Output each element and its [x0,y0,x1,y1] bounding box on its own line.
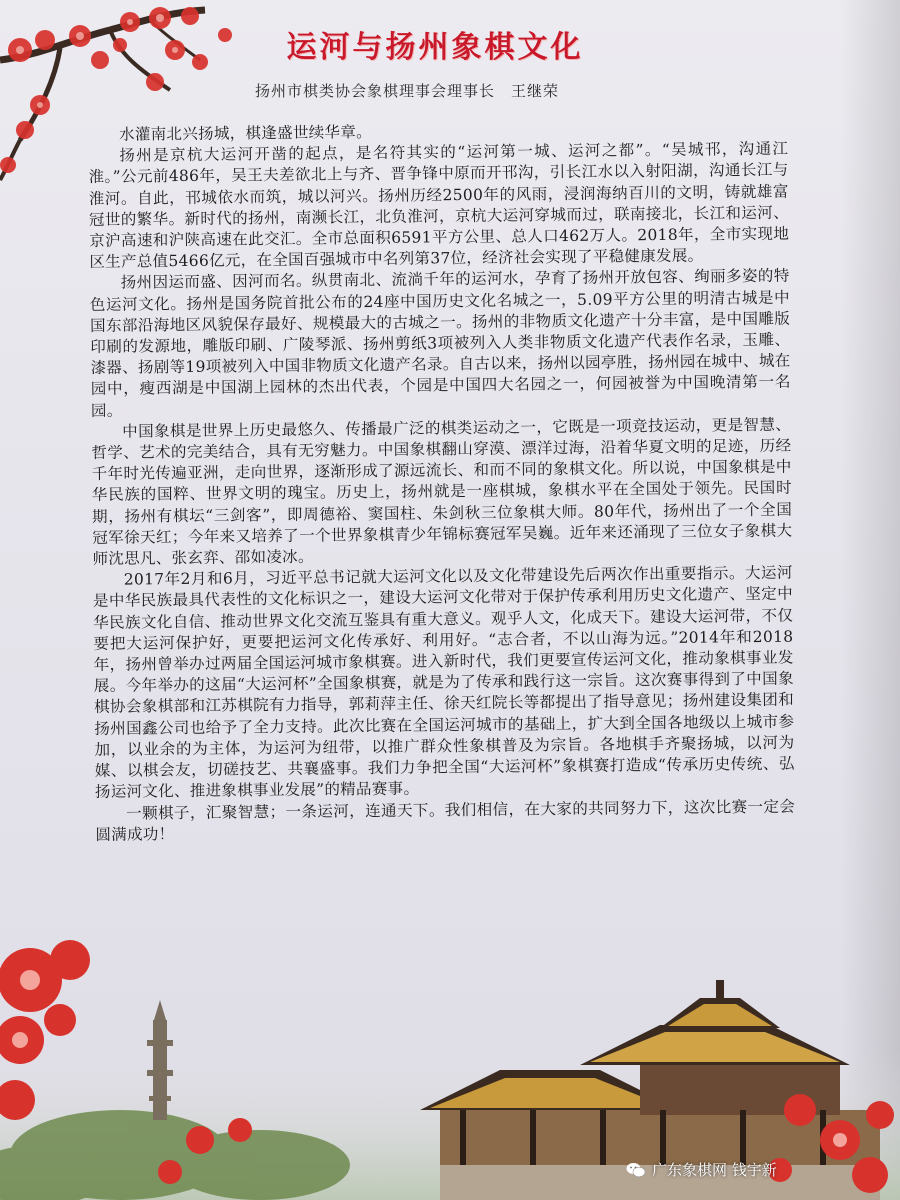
wechat-watermark [626,1158,876,1182]
article-title: 运河与扬州象棋文化 [286,30,584,65]
paragraph-closing: 一颗棋子，汇聚智慧；一条运河，连通天下。我们相信，在大家的共同努力下，这次比赛一定会圆满成功！ [95,797,796,844]
paragraph-opening: 水灌南北兴扬城，棋逢盛世续华章。 [119,123,372,144]
watermark-text: 广东象棋网 钱宇新 [652,1161,777,1179]
article-byline: 扬州市棋类协会象棋理事会理事长 王继荣 [255,82,560,100]
paragraph-canal-culture: 扬州因运而盛、因河而名。纵贯南北、流淌千年的运河水，孕育了扬州开放包容、绚丽多姿的特色运河文化。扬州是国务院首批公布的24座中国历史文化名城之一，5.09平方公里的明清古城是中国东部沿海地区风貌保存最好、规模最大的古城之一。扬州的非物质文化遗产十分丰富，是中国雕版印刷的发源地，雕版印刷、广陵琴派、扬州剪纸3项被列入人类非物质文化遗产代表作名录，玉雕、漆器、扬剧等19项被列入中国非物质文化遗产名录。自古以来，扬州以园亭胜，扬州园在城中、城在园中，瘦西湖是中国湖上园林的杰出代表，个园是中国四大名园之一，何园被誉为中国晚清第一名园。 [89,267,791,420]
paragraph-city-history: 扬州是京杭大运河开凿的起点，是名符其实的“运河第一城、运河之都”。“吴城邗，沟通江淮。”公元前486年，吴王夫差欲北上与齐、晋争锋中原而开邗沟，引长江水以入射阳湖，沟通长江与淮河。自此，邗城依水而筑，城以河兴。扬州历经2500年的风雨，浸润海纳百川的文明，铸就雄富冠世的繁华。新时代的扬州，南濒长江，北负淮河，京杭大运河穿城而过，联南接北，长江和运河、京沪高速和沪陕高速在此交汇。全市总面积6591平方公里、总人口462万人。2018年，全市实现地区生产总值5466亿元，在全国百强城市中名列第37位，经济社会实现了平稳健康发展。 [88,139,790,272]
wechat-icon [626,1162,646,1178]
article-body [88,118,796,846]
paragraph-chinese-chess: 中国象棋是世界上历史最悠久、传播最广泛的棋类运动之一，它既是一项竞技运动，更是智慧、哲学、艺术的完美结合，具有无穷魅力。中国象棋翻山穿漠、漂洋过海，沿着华夏文明的足迹，历经千年时光传遍亚洲，走向世界，逐渐形成了源远流长、和而不同的象棋文化。所以说，中国象棋是中华民族的国粹、世界文明的瑰宝。历史上，扬州就是一座棋城，象棋水平在全国处于领先。民国时期，扬州有棋坛“三剑客”，即周德裕、窦国柱、朱剑秋三位象棋大师。80年代，扬州出了一个全国冠军徐天红；今年来又培养了一个世界象棋青少年锦标赛冠军吴巍。近年来还涌现了三位女子象棋大师沈思凡、张玄弈、邵如凌冰。 [91,415,793,569]
paragraph-grand-canal-cup: 2017年2月和6月，习近平总书记就大运河文化以及文化带建设先后两次作出重要指示。大运河是中华民族最具代表性的文化标识之一，建设大运河文化带对于保护传承利用历史文化遗产、坚定中华民族文化自信、推动世界文化交流互鉴具有重大意义。观乎人文，化成天下。建设大运河带，不仅要把大运河保护好，更要把运河文化传承好、利用好。“志合者，不以山海为远。”2014年和2018年，扬州曾举办过两届全国运河城市象棋赛。进入新时代，我们更要宣传运河文化，推动象棋事业发展。今年举办的这届“大运河杯”全国象棋赛，就是为了传承和践行这一宗旨。这次赛事得到了中国象棋协会象棋部和江苏棋院有力指导，郭莉萍主任、徐天红院长等都提出了指导意见；扬州建设集团和扬州国鑫公司也给予了全力支持。此次比赛在全国运河城市的基础上，扩大到全国各地级以上城市参加，以业余的为主体，为运河为纽带，以推广群众性象棋普及为宗旨。各地棋手齐聚扬城，以河为媒、以棋会友，切磋技艺、共襄盛事。我们力争把全国“大运河杯”象棋赛打造成“传承历史传统、弘扬运河文化、推进象棋事业发展”的精品赛事。 [92,563,795,802]
